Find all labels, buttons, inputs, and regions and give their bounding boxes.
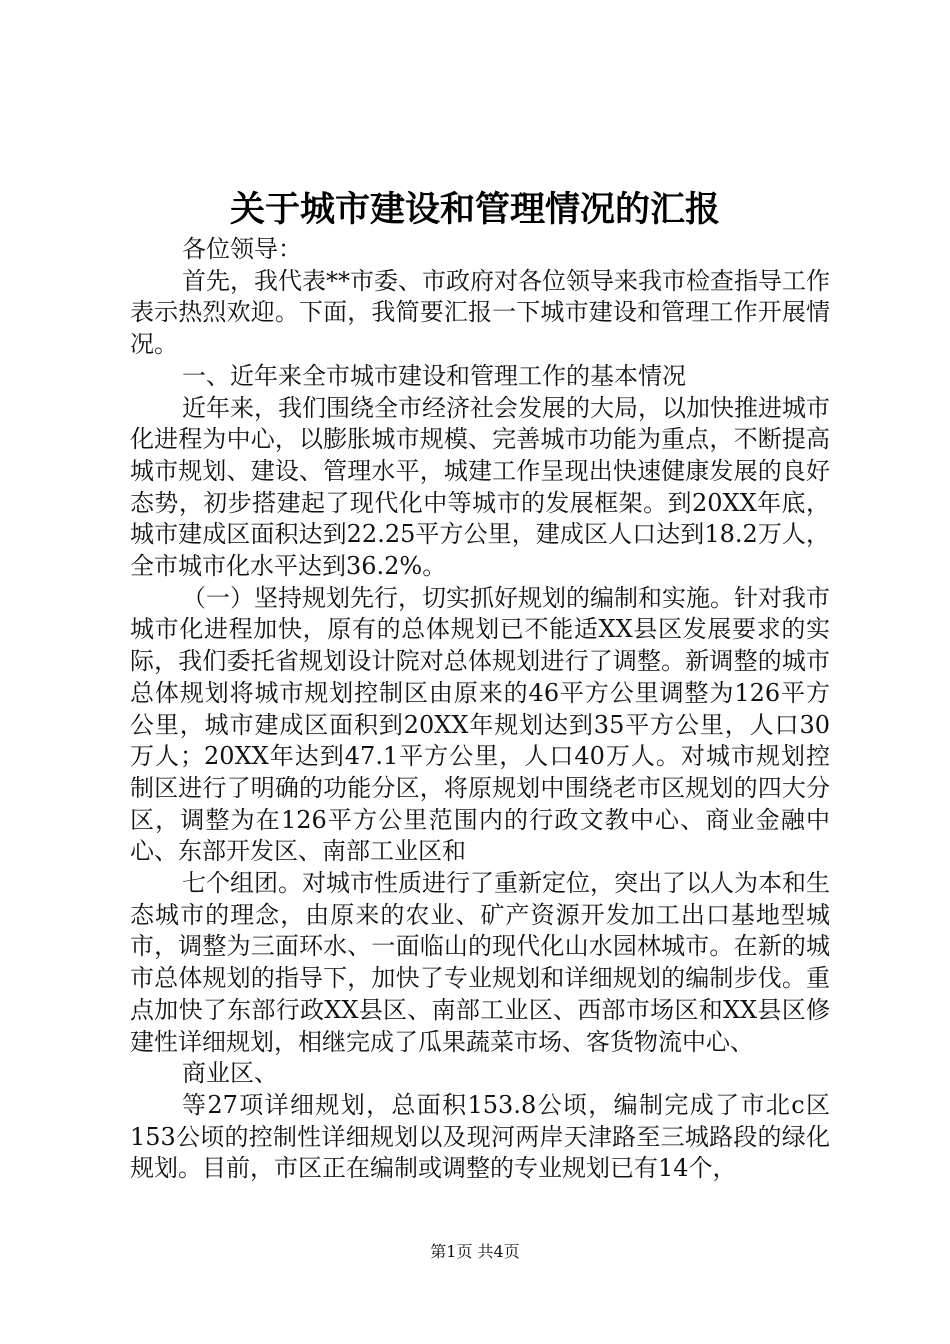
paragraph-groups: 七个组团。对城市性质进行了重新定位，突出了以人为本和生态城市的理念，由原来的农业、矿产资源开发加工出口基地型城市，调整为三面环水、一面临山的现代化山水园林城市。在新的城市总体规划的指导下，加快了专业规划和详细规划的编制步伐。重点加快了东部行政XX县区、南部工业区、西部市场区和XX县区修建性详细规划，相继完成了瓜果蔬菜市场、客货物流中心、 — [130, 869, 830, 1056]
section-heading-1: 一、近年来全市城市建设和管理工作的基本情况 — [182, 361, 686, 390]
paragraph-commercial: 商业区、 — [182, 1059, 278, 1088]
page-number: 第1页 共4页 — [430, 1242, 520, 1261]
paragraph-intro: 首先，我代表**市委、市政府对各位领导来我市检查指导工作表示热烈欢迎。下面，我简要汇报一下城市建设和管理工作开展情况。 — [130, 266, 830, 359]
paragraph-overview: 近年来，我们围绕全市经济社会发展的大局，以加快推进城市化进程为中心，以膨胀城市规模、完善城市功能为重点，不断提高城市规划、建设、管理水平，城建工作呈现出快速健康发展的良好态势，初步搭建起了现代化中等城市的发展框架。到20XX年底，城市建成区面积达到22.25平方公里，建成区人口达到18.2万人，全市城市化水平达到36.2%。 — [130, 393, 830, 581]
paragraph-planning: （一）坚持规划先行，切实抓好规划的编制和实施。针对我市城市化进程加快，原有的总体规划已不能适XX县区发展要求的实际，我们委托省规划设计院对总体规划进行了调整。新调整的城市总体规划将城市规划控制区由原来的46平方公里调整为126平方公里，城市建成区面积到20XX年规划达到35平方公里，人口30万人；20XX年达到47.1平方公里，人口40万人。对城市规划控制区进行了明确的功能分区，将原规划中围绕老市区规划的四大分区，调整为在126平方公里范围内的行政文教中心、商业金融中心、东部开发区、南部工业区和 — [130, 583, 830, 866]
salutation: 各位领导： — [182, 235, 302, 263]
document-body — [130, 234, 830, 1185]
paragraph-detailed-plans: 等27项详细规划，总面积153.8公顷，编制完成了市北c区153公顷的控制性详细规划以及现河两岸天津路至三城路段的绿化规划。目前，市区正在编制或调整的专业规划已有14个， — [130, 1090, 830, 1183]
document-title: 关于城市建设和管理情况的汇报 — [229, 189, 720, 230]
